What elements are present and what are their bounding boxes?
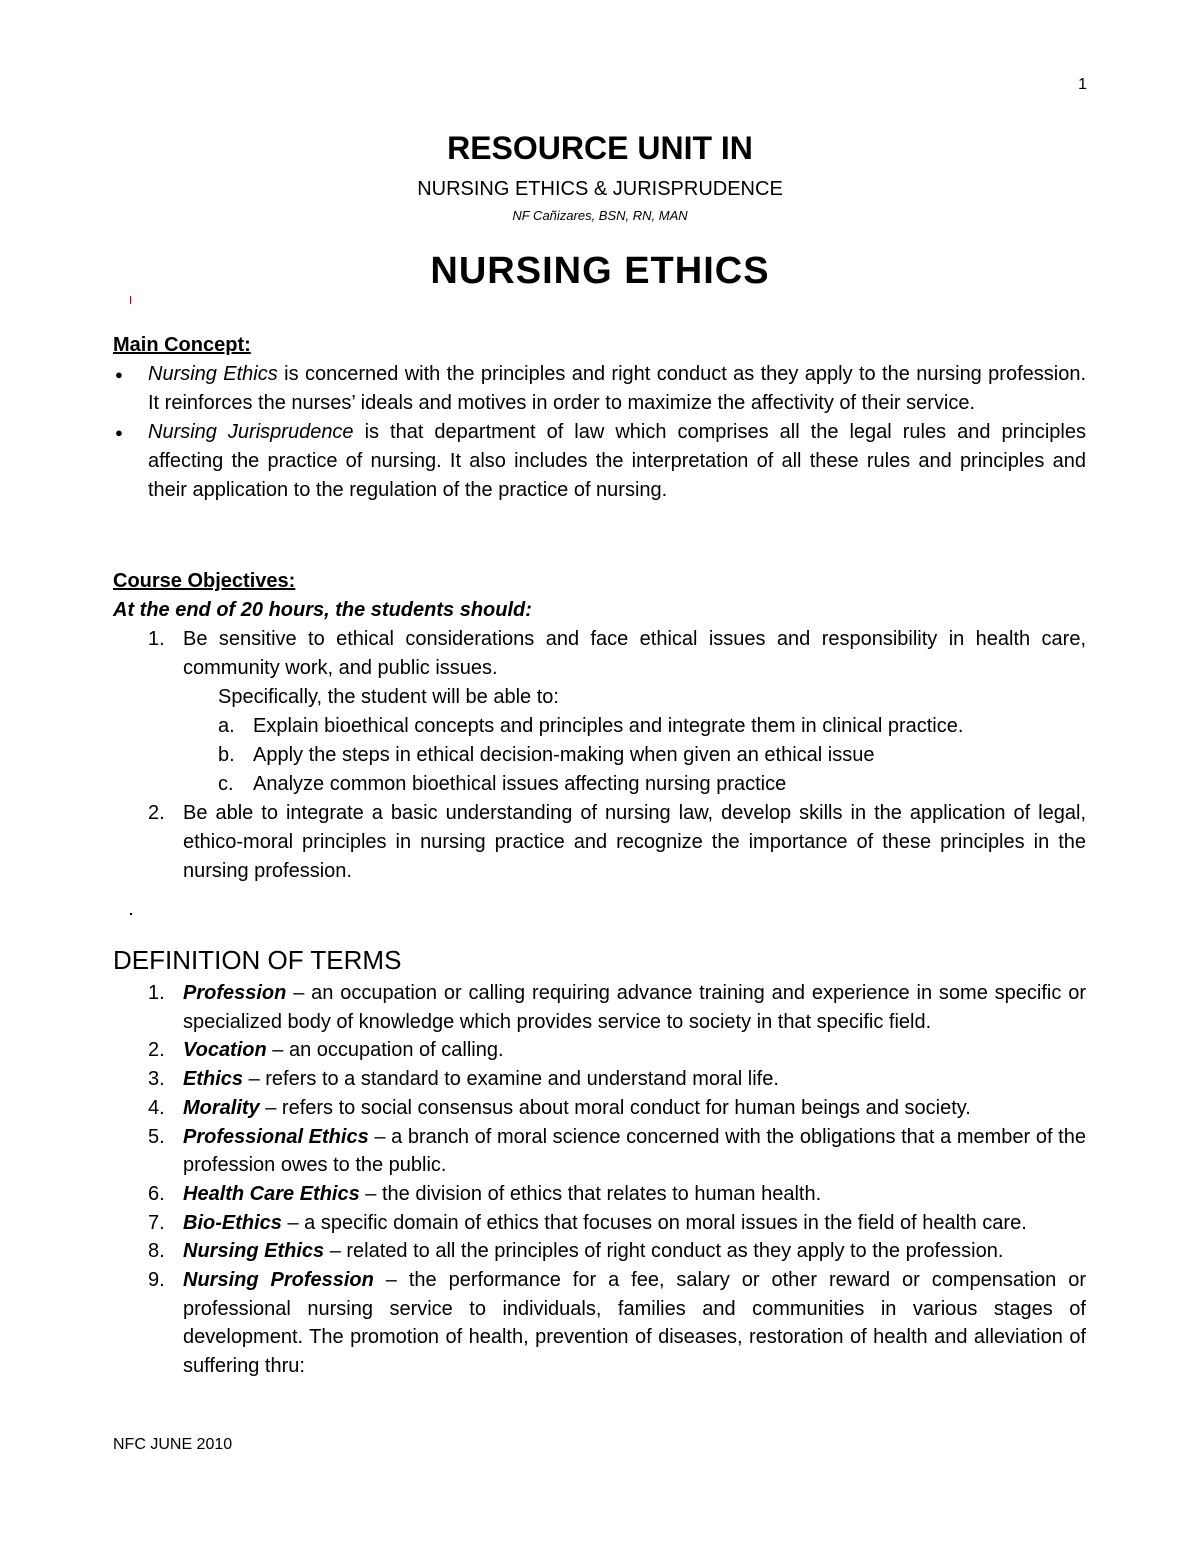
definition-text: – a specific domain of ethics that focuses on moral issues in the field of health care.: [281, 1211, 1027, 1234]
item-letter: b.: [218, 744, 235, 766]
item-number: 3.: [148, 1068, 165, 1091]
list-item: [113, 360, 1086, 418]
concept-term: Nursing Ethics: [148, 363, 278, 385]
list-item: [113, 1094, 1086, 1123]
item-number: 5.: [148, 1125, 165, 1148]
main-concept-heading: Main Concept:: [113, 334, 251, 356]
definitions-heading: DEFINITION OF TERMS: [113, 945, 402, 975]
item-number: 1.: [148, 982, 165, 1004]
list-item: [113, 712, 1086, 741]
objectives-lead: At the end of 20 hours, the students should:: [113, 599, 532, 621]
definition-text: – refers to a standard to examine and understand moral life.: [243, 1068, 779, 1091]
document-title: RESOURCE UNIT IN: [447, 130, 753, 166]
list-item: [113, 741, 1086, 770]
definition-term: Health Care Ethics: [183, 1182, 360, 1205]
list-item: [113, 418, 1086, 505]
specifically-line: Specifically, the student will be able to:: [218, 686, 559, 708]
concept-text: is that department of law which comprises all the legal rules and principles affecting the practice of nursing. It also includes the interpretation of all these rules and principles and their application to the regulation of the practice of nursing.: [148, 421, 1086, 501]
page-number: 1: [1078, 76, 1087, 93]
page-footer: NFC JUNE 2010: [113, 1436, 233, 1453]
list-item: [113, 1209, 1086, 1238]
sub-objectives-list: [113, 712, 1086, 799]
definition-term: Nursing Profession: [183, 1269, 374, 1292]
list-item: [113, 799, 1086, 886]
item-number: 2.: [148, 1039, 165, 1062]
item-number: 1.: [148, 628, 165, 650]
list-item: [113, 1065, 1086, 1094]
definition-term: Bio-Ethics: [183, 1211, 282, 1234]
item-letter: c.: [218, 773, 234, 795]
definition-text: – a branch of moral science concerned with the obligations that a member of the profession owes to the public.: [183, 1125, 1086, 1177]
list-item: [113, 770, 1086, 799]
definition-text: – related to all the principles of right conduct as they apply to the profession.: [324, 1240, 1004, 1263]
concept-term: Nursing Jurisprudence: [148, 421, 354, 443]
main-concept-section: [113, 331, 1086, 505]
definition-term: Professional Ethics: [183, 1125, 369, 1148]
list-item: [113, 979, 1086, 1036]
course-objectives-heading: Course Objectives:: [113, 570, 296, 592]
objectives-list-continued: [113, 799, 1086, 886]
course-objectives-section: [113, 567, 1086, 886]
list-item: [113, 1123, 1086, 1180]
item-number: 2.: [148, 802, 165, 824]
item-number: 4.: [148, 1096, 165, 1119]
definition-text: – the performance for a fee, salary or other reward or compensation or professional nursing service to individuals, families and communities in various stages of development. The promotion of health, prevention of diseases, restoration of health and alleviation of suffering thru:: [183, 1269, 1086, 1378]
item-number: 8.: [148, 1240, 165, 1263]
main-concept-list: [113, 360, 1086, 505]
definition-term: Morality: [183, 1096, 260, 1119]
list-item: [113, 1266, 1086, 1381]
objectives-list: [113, 625, 1086, 683]
item-number: 6.: [148, 1182, 165, 1205]
author-credit: NF Cañizares, BSN, RN, MAN: [512, 208, 688, 223]
definition-term: Profession: [183, 982, 287, 1004]
item-letter: a.: [218, 715, 235, 737]
objective-text: Be sensitive to ethical considerations and face ethical issues and responsibility in health care, community work, and public issues.: [183, 628, 1086, 679]
red-tick-mark: [130, 296, 131, 304]
definition-text: – the division of ethics that relates to human health.: [359, 1182, 822, 1205]
sub-objective-text: Explain bioethical concepts and principles and integrate them in clinical practice.: [253, 715, 964, 737]
concept-text: is concerned with the principles and right conduct as they apply to the nursing profession. It reinforces the nurses’ ideals and motives in order to maximize the affectivity of their service.: [148, 363, 1087, 414]
definition-text: – refers to social consensus about moral conduct for human beings and society.: [259, 1096, 971, 1119]
definition-text: – an occupation of calling.: [266, 1039, 504, 1062]
item-number: 7.: [148, 1211, 165, 1234]
list-item: [113, 1036, 1086, 1065]
definitions-list: [113, 979, 1086, 1381]
definition-term: Vocation: [183, 1039, 267, 1062]
definition-text: – an occupation or calling requiring advance training and experience in some specific or specialized body of knowledge which provides service to society in that specific field.: [183, 982, 1086, 1033]
document-subtitle: NURSING ETHICS & JURISPRUDENCE: [417, 178, 783, 200]
item-number: 9.: [148, 1269, 165, 1292]
list-item: [113, 1180, 1086, 1209]
definition-term: Ethics: [183, 1068, 244, 1091]
list-item: [113, 1237, 1086, 1266]
objective-text: Be able to integrate a basic understanding of nursing law, develop skills in the application of legal, ethico-moral principles in nursing practice and recognize the importance of these principles in the nursing profession.: [183, 802, 1086, 882]
sub-objective-text: Analyze common bioethical issues affecting nursing practice: [253, 773, 787, 795]
list-item: [113, 625, 1086, 683]
main-heading: NURSING ETHICS: [430, 250, 770, 292]
stray-dot-mark: [130, 913, 132, 915]
definition-term: Nursing Ethics: [183, 1240, 325, 1263]
sub-objective-text: Apply the steps in ethical decision-making when given an ethical issue: [253, 744, 875, 766]
